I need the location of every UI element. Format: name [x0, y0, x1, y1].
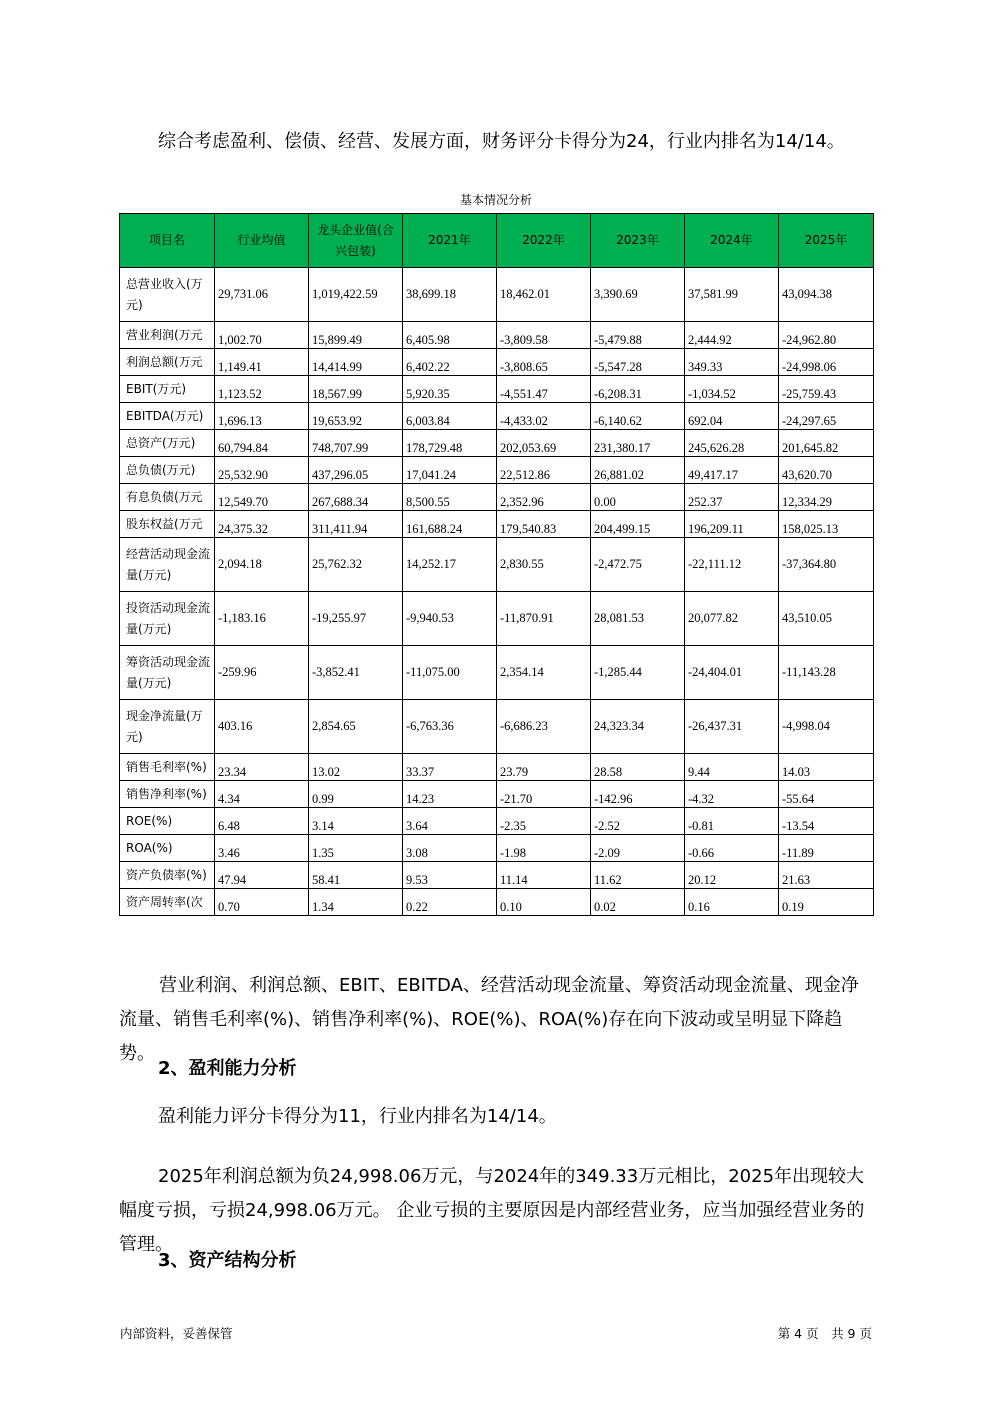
table-cell: -3,808.65: [497, 349, 591, 376]
row-label: ROA(%): [120, 835, 215, 862]
table-cell: 748,707.99: [309, 430, 403, 457]
table-cell: -2.35: [497, 808, 591, 835]
row-label: 筹资活动现金流量(万元): [120, 646, 215, 700]
table-cell: 13.02: [309, 754, 403, 781]
table-cell: -24,404.01: [685, 646, 779, 700]
footer-left: 内部资料，妥善保管: [120, 1326, 233, 1341]
header-cell: 龙头企业值(合兴包装): [309, 214, 403, 268]
table-cell: 245,626.28: [685, 430, 779, 457]
table-cell: 0.22: [403, 889, 497, 916]
table-cell: 252.37: [685, 484, 779, 511]
table-cell: 3.46: [215, 835, 309, 862]
table-cell: -4,998.04: [779, 700, 874, 754]
table-cell: 28.58: [591, 754, 685, 781]
table-cell: 33.37: [403, 754, 497, 781]
table-cell: 43,510.05: [779, 592, 874, 646]
table-cell: 60,794.84: [215, 430, 309, 457]
table-row: [120, 889, 874, 916]
table-cell: -24,962.80: [779, 322, 874, 349]
table-cell: 403.16: [215, 700, 309, 754]
table-cell: 58.41: [309, 862, 403, 889]
table-row: [120, 430, 874, 457]
table-cell: 17,041.24: [403, 457, 497, 484]
table-cell: -11,143.28: [779, 646, 874, 700]
table-cell: 3,390.69: [591, 268, 685, 322]
table-cell: 2,444.92: [685, 322, 779, 349]
table-cell: 12,334.29: [779, 484, 874, 511]
table-cell: 437,296.05: [309, 457, 403, 484]
table-cell: 1,002.70: [215, 322, 309, 349]
section2-detail: 2025年利润总额为负24,998.06万元，与2024年的349.33万元相比，2025年出现较大幅度亏损，亏损24,998.06万元。 企业亏损的主要原因是内部经营业务，应当加强经营业务的管理。: [119, 1166, 865, 1255]
table-cell: 1,149.41: [215, 349, 309, 376]
table-cell: 14,252.17: [403, 538, 497, 592]
table-cell: 0.70: [215, 889, 309, 916]
table-cell: 8,500.55: [403, 484, 497, 511]
table-cell: 43,094.38: [779, 268, 874, 322]
table-cell: 0.10: [497, 889, 591, 916]
table-cell: 24,375.32: [215, 511, 309, 538]
table-row: [120, 646, 874, 700]
table-row: [120, 700, 874, 754]
table-cell: 6.48: [215, 808, 309, 835]
table-cell: -1,183.16: [215, 592, 309, 646]
table-cell: 311,411.94: [309, 511, 403, 538]
table-cell: -1.98: [497, 835, 591, 862]
table-cell: 1,019,422.59: [309, 268, 403, 322]
table-cell: 179,540.83: [497, 511, 591, 538]
header-cell: 2024年: [685, 214, 779, 268]
header-cell: 2023年: [591, 214, 685, 268]
table-cell: 0.19: [779, 889, 874, 916]
table-cell: 29,731.06: [215, 268, 309, 322]
table-cell: 3.14: [309, 808, 403, 835]
table-cell: -25,759.43: [779, 376, 874, 403]
table-cell: 26,881.02: [591, 457, 685, 484]
table-cell: 1.34: [309, 889, 403, 916]
table-cell: 37,581.99: [685, 268, 779, 322]
table-cell: 20,077.82: [685, 592, 779, 646]
table-cell: 43,620.70: [779, 457, 874, 484]
table-row: [120, 538, 874, 592]
table-cell: 24,323.34: [591, 700, 685, 754]
row-label: 资产负债率(%): [120, 862, 215, 889]
table-cell: -5,547.28: [591, 349, 685, 376]
row-label: ROE(%): [120, 808, 215, 835]
header-cell: 2021年: [403, 214, 497, 268]
table-cell: -22,111.12: [685, 538, 779, 592]
table-cell: 2,854.65: [309, 700, 403, 754]
table-cell: -2.09: [591, 835, 685, 862]
table-row: [120, 862, 874, 889]
table-cell: 1.35: [309, 835, 403, 862]
table-cell: -4.32: [685, 781, 779, 808]
table-cell: 231,380.17: [591, 430, 685, 457]
table-cell: -3,809.58: [497, 322, 591, 349]
table-cell: 3.64: [403, 808, 497, 835]
table-cell: 21.63: [779, 862, 874, 889]
table-cell: -0.81: [685, 808, 779, 835]
table-cell: -2,472.75: [591, 538, 685, 592]
row-label: 资产周转率(次: [120, 889, 215, 916]
table-cell: -259.96: [215, 646, 309, 700]
table-cell: 4.34: [215, 781, 309, 808]
row-label: 投资活动现金流量(万元): [120, 592, 215, 646]
table-row: [120, 835, 874, 862]
table-cell: -9,940.53: [403, 592, 497, 646]
table-cell: -3,852.41: [309, 646, 403, 700]
table-cell: 0.99: [309, 781, 403, 808]
table-cell: 0.02: [591, 889, 685, 916]
section3-heading: 3、资产结构分析: [158, 1250, 297, 1271]
table-cell: 14.23: [403, 781, 497, 808]
table-cell: 25,762.32: [309, 538, 403, 592]
table-cell: 202,053.69: [497, 430, 591, 457]
table-cell: 1,123.52: [215, 376, 309, 403]
table-row: [120, 808, 874, 835]
trend-paragraph: 营业利润、利润总额、EBIT、EBITDA、经营活动现金流量、筹资活动现金流量、现金净流量、销售毛利率(%)、销售净利率(%)、ROE(%)、ROA(%)存在向下波动或呈明显下降趋势。: [119, 975, 859, 1064]
table-cell: -13.54: [779, 808, 874, 835]
table-cell: -37,364.80: [779, 538, 874, 592]
row-label: 经营活动现金流量(万元): [120, 538, 215, 592]
table-cell: -24,297.65: [779, 403, 874, 430]
table-cell: -55.64: [779, 781, 874, 808]
table-cell: 18,462.01: [497, 268, 591, 322]
table-row: [120, 376, 874, 403]
table-cell: 5,920.35: [403, 376, 497, 403]
row-label: 总负债(万元): [120, 457, 215, 484]
table-cell: 204,499.15: [591, 511, 685, 538]
table-cell: 2,094.18: [215, 538, 309, 592]
header-cell: 行业均值: [215, 214, 309, 268]
table-cell: -1,285.44: [591, 646, 685, 700]
footer-page-number: 第 4 页 共 9 页: [777, 1326, 872, 1341]
table-cell: -142.96: [591, 781, 685, 808]
table-cell: 47.94: [215, 862, 309, 889]
header-cell: 2022年: [497, 214, 591, 268]
table-cell: -24,998.06: [779, 349, 874, 376]
table-cell: -26,437.31: [685, 700, 779, 754]
table-cell: 23.34: [215, 754, 309, 781]
table-cell: 15,899.49: [309, 322, 403, 349]
table-row: [120, 349, 874, 376]
intro-paragraph: 综合考虑盈利、偿债、经营、发展方面，财务评分卡得分为24，行业内排名为14/14。: [158, 131, 845, 152]
table-row: [120, 268, 874, 322]
table-cell: 2,830.55: [497, 538, 591, 592]
table-cell: -21.70: [497, 781, 591, 808]
table-cell: 158,025.13: [779, 511, 874, 538]
row-label: 总资产(万元): [120, 430, 215, 457]
row-label: 销售毛利率(%): [120, 754, 215, 781]
table-cell: 28,081.53: [591, 592, 685, 646]
table-cell: 9.44: [685, 754, 779, 781]
table-cell: -11,870.91: [497, 592, 591, 646]
table-cell: 0.00: [591, 484, 685, 511]
row-label: 总营业收入(万元): [120, 268, 215, 322]
table-cell: 6,402.22: [403, 349, 497, 376]
table-cell: 178,729.48: [403, 430, 497, 457]
table-cell: 9.53: [403, 862, 497, 889]
table-cell: 19,653.92: [309, 403, 403, 430]
table-row: [120, 484, 874, 511]
table-cell: 49,417.17: [685, 457, 779, 484]
table-cell: -5,479.88: [591, 322, 685, 349]
table-cell: 11.14: [497, 862, 591, 889]
table-cell: 18,567.99: [309, 376, 403, 403]
section2-heading: 2、盈利能力分析: [158, 1058, 297, 1079]
table-cell: 6,003.84: [403, 403, 497, 430]
table-row: [120, 754, 874, 781]
table-cell: 692.04: [685, 403, 779, 430]
table-header-row: [120, 214, 874, 268]
table-cell: 22,512.86: [497, 457, 591, 484]
table-row: [120, 781, 874, 808]
table-cell: -1,034.52: [685, 376, 779, 403]
table-cell: 161,688.24: [403, 511, 497, 538]
row-label: 有息负债(万元: [120, 484, 215, 511]
table-cell: 349.33: [685, 349, 779, 376]
table-cell: -6,686.23: [497, 700, 591, 754]
row-label: 股东权益(万元: [120, 511, 215, 538]
table-cell: -4,551.47: [497, 376, 591, 403]
table-row: [120, 592, 874, 646]
table-cell: 201,645.82: [779, 430, 874, 457]
table-cell: 25,532.90: [215, 457, 309, 484]
table-cell: -11.89: [779, 835, 874, 862]
table-cell: -6,763.36: [403, 700, 497, 754]
table-cell: 14,414.99: [309, 349, 403, 376]
financial-table: [119, 213, 874, 916]
table-cell: 196,209.11: [685, 511, 779, 538]
table-cell: -6,208.31: [591, 376, 685, 403]
table-cell: 2,354.14: [497, 646, 591, 700]
header-cell: 项目名: [120, 214, 215, 268]
header-cell: 2025年: [779, 214, 874, 268]
table-cell: -4,433.02: [497, 403, 591, 430]
table-row: [120, 457, 874, 484]
row-label: 营业利润(万元: [120, 322, 215, 349]
row-label: 利润总额(万元: [120, 349, 215, 376]
table-cell: 38,699.18: [403, 268, 497, 322]
row-label: EBITDA(万元): [120, 403, 215, 430]
table-cell: -2.52: [591, 808, 685, 835]
row-label: EBIT(万元): [120, 376, 215, 403]
table-cell: 23.79: [497, 754, 591, 781]
table-row: [120, 511, 874, 538]
table-cell: 3.08: [403, 835, 497, 862]
table-cell: -11,075.00: [403, 646, 497, 700]
table-cell: 0.16: [685, 889, 779, 916]
table-cell: -19,255.97: [309, 592, 403, 646]
table-cell: -6,140.62: [591, 403, 685, 430]
table-cell: 6,405.98: [403, 322, 497, 349]
row-label: 现金净流量(万元): [120, 700, 215, 754]
table-caption: 基本情况分析: [459, 193, 532, 207]
section2-score: 盈利能力评分卡得分为11，行业内排名为14/14。: [158, 1106, 557, 1127]
table-cell: 2,352.96: [497, 484, 591, 511]
table-cell: 12,549.70: [215, 484, 309, 511]
table-row: [120, 322, 874, 349]
table-row: [120, 403, 874, 430]
table-cell: 267,688.34: [309, 484, 403, 511]
table-cell: -0.66: [685, 835, 779, 862]
table-cell: 11.62: [591, 862, 685, 889]
table-cell: 1,696.13: [215, 403, 309, 430]
table-cell: 14.03: [779, 754, 874, 781]
row-label: 销售净利率(%): [120, 781, 215, 808]
table-cell: 20.12: [685, 862, 779, 889]
